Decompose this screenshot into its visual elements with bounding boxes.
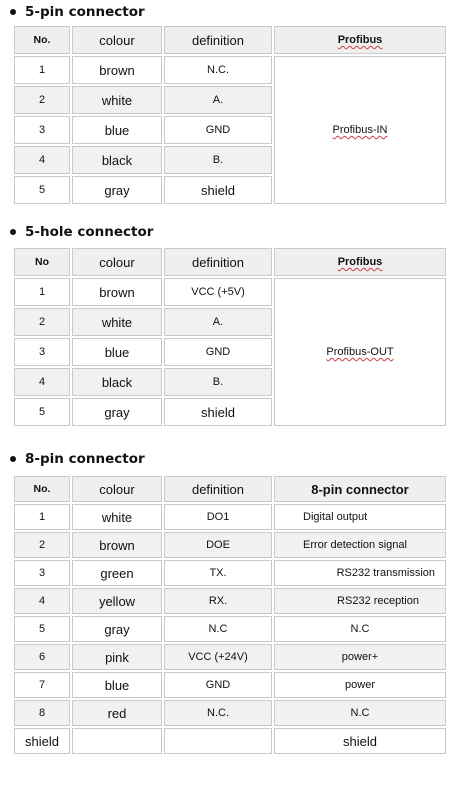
table-header-row xyxy=(14,248,446,276)
cell-definition: B. xyxy=(164,368,272,396)
cell-no: 2 xyxy=(14,308,70,336)
cell-no: 3 xyxy=(14,338,70,366)
cell-definition: B. xyxy=(164,146,272,174)
cell-colour: black xyxy=(72,146,162,174)
header-colour: colour xyxy=(72,476,162,502)
cell-definition: N.C xyxy=(164,616,272,642)
bullet-icon xyxy=(10,229,16,235)
cell-colour: brown xyxy=(72,278,162,306)
merged-cell-profibus-in xyxy=(274,56,446,204)
cell-colour: yellow xyxy=(72,588,162,614)
cell-no: 2 xyxy=(14,86,70,114)
header-colour: colour xyxy=(72,248,162,276)
cell-colour: white xyxy=(72,86,162,114)
cell-description: power xyxy=(274,672,446,698)
cell-no: 1 xyxy=(14,278,70,306)
cell-definition: VCC (+5V) xyxy=(164,278,272,306)
cell-definition: RX. xyxy=(164,588,272,614)
cell-definition: N.C. xyxy=(164,56,272,84)
cell-no: 5 xyxy=(14,398,70,426)
bullet-icon xyxy=(10,456,16,462)
cell-colour: blue xyxy=(72,672,162,698)
table-row xyxy=(14,504,446,530)
cell-no: 3 xyxy=(14,116,70,144)
cell-colour: blue xyxy=(72,116,162,144)
cell-no: 1 xyxy=(14,504,70,530)
header-definition: definition xyxy=(164,26,272,54)
header-profibus-text: Profibus xyxy=(337,256,383,268)
cell-colour: gray xyxy=(72,398,162,426)
cell-colour: green xyxy=(72,560,162,586)
cell-no: 6 xyxy=(14,644,70,670)
section-title-8pin xyxy=(10,451,145,467)
cell-colour: white xyxy=(72,504,162,530)
cell-description: Error detection signal xyxy=(274,532,446,558)
cell-definition xyxy=(164,728,272,754)
cell-definition: A. xyxy=(164,86,272,114)
cell-no: 5 xyxy=(14,176,70,204)
cell-definition: GND xyxy=(164,116,272,144)
cell-colour: white xyxy=(72,308,162,336)
table-row xyxy=(14,278,446,306)
section-title-text: 5-hole connector xyxy=(25,224,154,240)
cell-no: 5 xyxy=(14,616,70,642)
cell-definition: A. xyxy=(164,308,272,336)
cell-definition: shield xyxy=(164,398,272,426)
header-colour: colour xyxy=(72,26,162,54)
cell-no: 4 xyxy=(14,368,70,396)
header-profibus-text: Profibus xyxy=(337,34,383,46)
cell-colour: red xyxy=(72,700,162,726)
cell-colour: black xyxy=(72,368,162,396)
table-row xyxy=(14,532,446,558)
cell-description: RS232 reception xyxy=(274,588,446,614)
header-8pin: 8-pin connector xyxy=(274,476,446,502)
table-row xyxy=(14,672,446,698)
table-5pin xyxy=(12,24,448,206)
merged-text: Profibus-OUT xyxy=(326,346,394,358)
header-no: No xyxy=(14,248,70,276)
cell-definition: VCC (+24V) xyxy=(164,644,272,670)
bullet-icon xyxy=(10,9,16,15)
cell-no: 4 xyxy=(14,588,70,614)
table-header-row xyxy=(14,476,446,502)
header-no: No. xyxy=(14,26,70,54)
section-title-text: 8-pin connector xyxy=(25,451,145,467)
cell-colour: gray xyxy=(72,176,162,204)
section-title-text: 5-pin connector xyxy=(25,4,145,20)
cell-no: 3 xyxy=(14,560,70,586)
table-5hole xyxy=(12,246,448,428)
cell-definition: DO1 xyxy=(164,504,272,530)
cell-no: 7 xyxy=(14,672,70,698)
cell-colour xyxy=(72,728,162,754)
header-definition: definition xyxy=(164,248,272,276)
cell-colour: brown xyxy=(72,56,162,84)
cell-description: N.C xyxy=(274,700,446,726)
cell-definition: GND xyxy=(164,672,272,698)
table-row xyxy=(14,700,446,726)
cell-definition: shield xyxy=(164,176,272,204)
table-8pin xyxy=(12,474,448,756)
table-header-row xyxy=(14,26,446,54)
cell-colour: brown xyxy=(72,532,162,558)
merged-text: Profibus-IN xyxy=(332,124,388,136)
section-title-5hole xyxy=(10,224,153,240)
table-row xyxy=(14,728,446,754)
cell-description: RS232 transmission xyxy=(274,560,446,586)
cell-description: power+ xyxy=(274,644,446,670)
table-row xyxy=(14,616,446,642)
table-row xyxy=(14,560,446,586)
header-profibus xyxy=(274,26,446,54)
header-profibus xyxy=(274,248,446,276)
merged-cell-profibus-out xyxy=(274,278,446,426)
cell-colour: gray xyxy=(72,616,162,642)
cell-description: Digital output xyxy=(274,504,446,530)
cell-colour: pink xyxy=(72,644,162,670)
table-row xyxy=(14,644,446,670)
cell-no: 1 xyxy=(14,56,70,84)
table-row xyxy=(14,588,446,614)
cell-no: 2 xyxy=(14,532,70,558)
cell-description: shield xyxy=(274,728,446,754)
cell-no: 8 xyxy=(14,700,70,726)
table-row xyxy=(14,56,446,84)
header-definition: definition xyxy=(164,476,272,502)
cell-description: N.C xyxy=(274,616,446,642)
cell-definition: GND xyxy=(164,338,272,366)
cell-no: 4 xyxy=(14,146,70,174)
cell-definition: DOE xyxy=(164,532,272,558)
section-title-5pin xyxy=(10,4,145,20)
cell-definition: TX. xyxy=(164,560,272,586)
cell-colour: blue xyxy=(72,338,162,366)
cell-no: shield xyxy=(14,728,70,754)
cell-definition: N.C. xyxy=(164,700,272,726)
header-no: No. xyxy=(14,476,70,502)
